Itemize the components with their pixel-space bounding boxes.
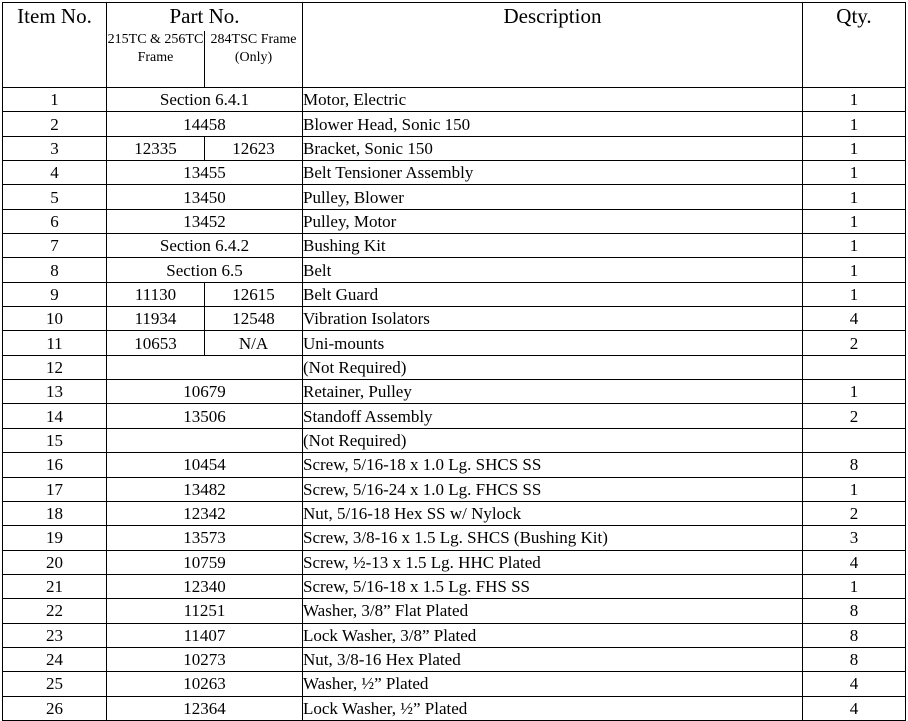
- part-no-cell: 10454: [107, 453, 303, 477]
- part-no-284tsc-cell: 12623: [205, 136, 303, 160]
- part-no-cell: 12342: [107, 501, 303, 525]
- item-no-cell: 9: [3, 282, 107, 306]
- part-no-284tsc-cell: 12615: [205, 282, 303, 306]
- part-no-cell: 11407: [107, 623, 303, 647]
- item-no-cell: 1: [3, 88, 107, 112]
- item-no-cell: 2: [3, 112, 107, 136]
- part-no-215tc-256tc-cell: 11934: [107, 307, 205, 331]
- qty-cell: 8: [803, 647, 906, 671]
- description-cell: Lock Washer, ½” Plated: [303, 696, 803, 720]
- part-no-cell: 10263: [107, 672, 303, 696]
- table-row: [3, 258, 906, 282]
- table-row: [3, 161, 906, 185]
- part-no-cell: 13482: [107, 477, 303, 501]
- description-cell: Washer, ½” Plated: [303, 672, 803, 696]
- part-no-cell: [107, 355, 303, 379]
- part-no-cell: 13506: [107, 404, 303, 428]
- qty-cell: [803, 428, 906, 452]
- part-no-cell: Section 6.5: [107, 258, 303, 282]
- description-cell: Motor, Electric: [303, 88, 803, 112]
- table-row: [3, 672, 906, 696]
- description-cell: Bushing Kit: [303, 234, 803, 258]
- item-no-cell: 7: [3, 234, 107, 258]
- item-no-cell: 21: [3, 574, 107, 598]
- qty-cell: 1: [803, 88, 906, 112]
- parts-rows: [3, 88, 906, 721]
- description-cell: Belt Tensioner Assembly: [303, 161, 803, 185]
- table-row: [3, 88, 906, 112]
- header-part-no: Part No.: [107, 3, 303, 31]
- item-no-cell: 18: [3, 501, 107, 525]
- part-no-cell: 14458: [107, 112, 303, 136]
- description-cell: Retainer, Pulley: [303, 380, 803, 404]
- description-cell: Screw, 5/16-18 x 1.0 Lg. SHCS SS: [303, 453, 803, 477]
- part-no-cell: 12364: [107, 696, 303, 720]
- description-cell: Standoff Assembly: [303, 404, 803, 428]
- header-part-284tsc: 284TSC Frame (Only): [205, 31, 303, 88]
- description-cell: Screw, 3/8-16 x 1.5 Lg. SHCS (Bushing Kit): [303, 526, 803, 550]
- item-no-cell: 23: [3, 623, 107, 647]
- qty-cell: 1: [803, 185, 906, 209]
- part-no-cell: Section 6.4.2: [107, 234, 303, 258]
- table-row: [3, 404, 906, 428]
- description-cell: Pulley, Blower: [303, 185, 803, 209]
- part-no-215tc-256tc-cell: 12335: [107, 136, 205, 160]
- description-cell: Belt: [303, 258, 803, 282]
- qty-cell: 1: [803, 282, 906, 306]
- table-row: [3, 428, 906, 452]
- table-row: [3, 501, 906, 525]
- part-no-215tc-256tc-cell: 11130: [107, 282, 205, 306]
- item-no-cell: 4: [3, 161, 107, 185]
- part-no-cell: 10679: [107, 380, 303, 404]
- table-row: [3, 331, 906, 355]
- description-cell: (Not Required): [303, 428, 803, 452]
- part-no-cell: Section 6.4.1: [107, 88, 303, 112]
- item-no-cell: 19: [3, 526, 107, 550]
- part-no-284tsc-cell: 12548: [205, 307, 303, 331]
- qty-cell: 8: [803, 599, 906, 623]
- item-no-cell: 3: [3, 136, 107, 160]
- qty-cell: 1: [803, 209, 906, 233]
- table-row: [3, 380, 906, 404]
- description-cell: Blower Head, Sonic 150: [303, 112, 803, 136]
- description-cell: Pulley, Motor: [303, 209, 803, 233]
- qty-cell: 2: [803, 501, 906, 525]
- table-row: [3, 647, 906, 671]
- header-item-no: Item No.: [3, 3, 107, 88]
- table-row: [3, 623, 906, 647]
- item-no-cell: 25: [3, 672, 107, 696]
- table-row: [3, 477, 906, 501]
- header-part-215tc-256tc: 215TC & 256TC Frame: [107, 31, 205, 88]
- item-no-cell: 15: [3, 428, 107, 452]
- qty-cell: 4: [803, 672, 906, 696]
- part-no-cell: 11251: [107, 599, 303, 623]
- header-description: Description: [303, 3, 803, 88]
- qty-cell: 1: [803, 380, 906, 404]
- part-no-cell: 10273: [107, 647, 303, 671]
- qty-cell: 1: [803, 234, 906, 258]
- table-row: [3, 574, 906, 598]
- qty-cell: 1: [803, 161, 906, 185]
- part-no-284tsc-cell: N/A: [205, 331, 303, 355]
- description-cell: Screw, 5/16-18 x 1.5 Lg. FHS SS: [303, 574, 803, 598]
- qty-cell: [803, 355, 906, 379]
- item-no-cell: 12: [3, 355, 107, 379]
- qty-cell: 4: [803, 696, 906, 720]
- qty-cell: 2: [803, 331, 906, 355]
- table-row: [3, 453, 906, 477]
- table-row: [3, 112, 906, 136]
- item-no-cell: 8: [3, 258, 107, 282]
- part-no-cell: 13573: [107, 526, 303, 550]
- item-no-cell: 6: [3, 209, 107, 233]
- qty-cell: 1: [803, 136, 906, 160]
- description-cell: Belt Guard: [303, 282, 803, 306]
- item-no-cell: 20: [3, 550, 107, 574]
- item-no-cell: 5: [3, 185, 107, 209]
- description-cell: Washer, 3/8” Flat Plated: [303, 599, 803, 623]
- item-no-cell: 24: [3, 647, 107, 671]
- description-cell: Nut, 3/8-16 Hex Plated: [303, 647, 803, 671]
- table-row: [3, 550, 906, 574]
- header-qty: Qty.: [803, 3, 906, 88]
- part-no-215tc-256tc-cell: 10653: [107, 331, 205, 355]
- qty-cell: 1: [803, 477, 906, 501]
- part-no-cell: 12340: [107, 574, 303, 598]
- parts-list-table: [2, 2, 906, 721]
- qty-cell: 1: [803, 112, 906, 136]
- table-row: [3, 234, 906, 258]
- part-no-cell: 10759: [107, 550, 303, 574]
- item-no-cell: 16: [3, 453, 107, 477]
- description-cell: (Not Required): [303, 355, 803, 379]
- description-cell: Screw, ½-13 x 1.5 Lg. HHC Plated: [303, 550, 803, 574]
- qty-cell: 4: [803, 550, 906, 574]
- description-cell: Nut, 5/16-18 Hex SS w/ Nylock: [303, 501, 803, 525]
- qty-cell: 2: [803, 404, 906, 428]
- item-no-cell: 10: [3, 307, 107, 331]
- item-no-cell: 26: [3, 696, 107, 720]
- qty-cell: 8: [803, 453, 906, 477]
- qty-cell: 4: [803, 307, 906, 331]
- table-row: [3, 307, 906, 331]
- part-no-cell: 13455: [107, 161, 303, 185]
- part-no-cell: [107, 428, 303, 452]
- description-cell: Screw, 5/16-24 x 1.0 Lg. FHCS SS: [303, 477, 803, 501]
- item-no-cell: 13: [3, 380, 107, 404]
- part-no-cell: 13450: [107, 185, 303, 209]
- description-cell: Vibration Isolators: [303, 307, 803, 331]
- item-no-cell: 11: [3, 331, 107, 355]
- qty-cell: 1: [803, 258, 906, 282]
- description-cell: Bracket, Sonic 150: [303, 136, 803, 160]
- description-cell: Lock Washer, 3/8” Plated: [303, 623, 803, 647]
- qty-cell: 3: [803, 526, 906, 550]
- item-no-cell: 14: [3, 404, 107, 428]
- table-row: [3, 355, 906, 379]
- table-row: [3, 526, 906, 550]
- table-row: [3, 209, 906, 233]
- table-row: [3, 185, 906, 209]
- item-no-cell: 22: [3, 599, 107, 623]
- table-row: [3, 696, 906, 720]
- table-row: [3, 282, 906, 306]
- item-no-cell: 17: [3, 477, 107, 501]
- part-no-cell: 13452: [107, 209, 303, 233]
- description-cell: Uni-mounts: [303, 331, 803, 355]
- table-row: [3, 136, 906, 160]
- table-row: [3, 599, 906, 623]
- qty-cell: 8: [803, 623, 906, 647]
- qty-cell: 1: [803, 574, 906, 598]
